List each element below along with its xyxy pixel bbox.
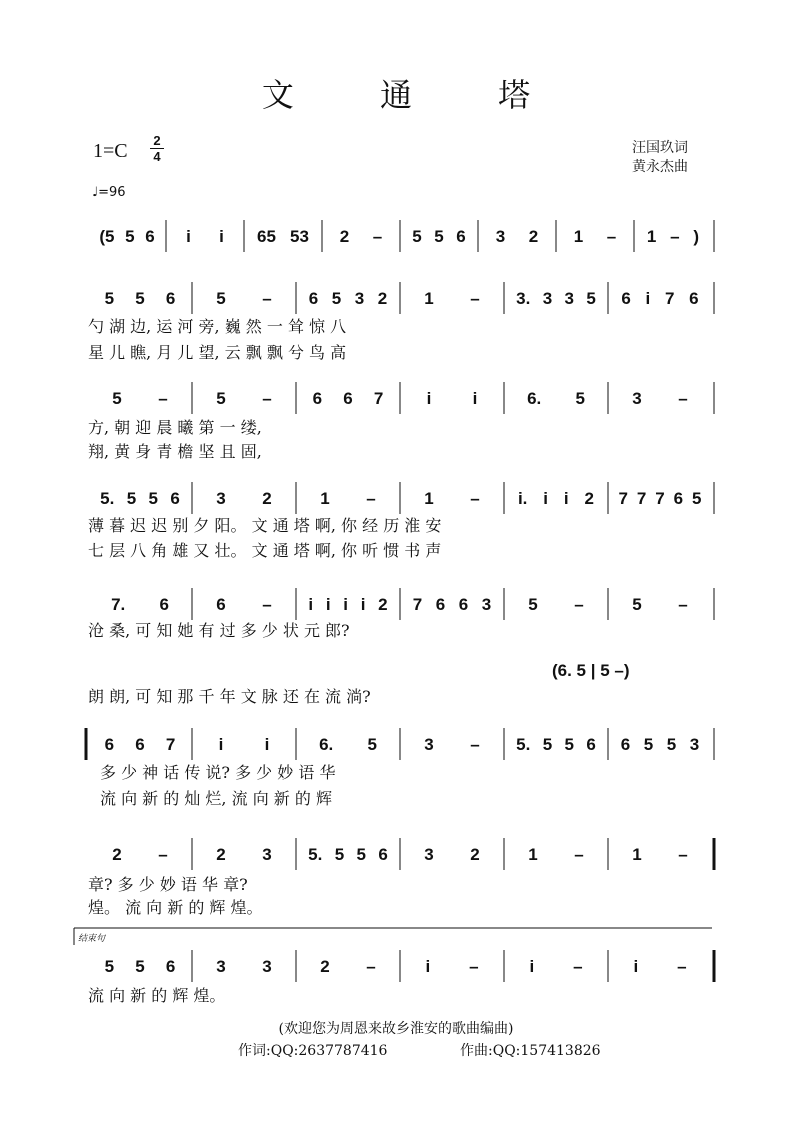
note: 6 <box>312 389 323 408</box>
note: 6 <box>586 735 596 754</box>
note: 5 <box>216 389 226 408</box>
note: 5 <box>643 735 654 754</box>
note: 7 <box>412 595 423 614</box>
note: i. <box>517 489 528 508</box>
note: i <box>325 595 331 614</box>
meter-top: 2 <box>153 133 161 148</box>
note: i <box>425 957 431 976</box>
lyric-line: 章? 多 少 妙 语 华 章? <box>88 875 248 894</box>
note: 1 <box>320 489 330 508</box>
note: 7. <box>111 595 126 614</box>
note: 3 <box>632 389 642 408</box>
note: i <box>218 735 224 754</box>
note: 3 <box>564 289 574 308</box>
note: 2 <box>339 227 350 246</box>
note: 6 <box>456 227 466 246</box>
note: 5 <box>112 389 122 408</box>
note: i <box>219 227 224 246</box>
note: 5 <box>135 957 145 976</box>
ending-label: 结束句 <box>78 934 106 944</box>
note: i <box>426 389 432 408</box>
lyric-line: 流 向 新 的 辉 煌。 <box>88 986 226 1005</box>
note: 6. <box>527 389 542 408</box>
note: 6 <box>159 595 169 614</box>
lyric-line: (6. 5 | 5 –) <box>552 661 630 680</box>
note: i <box>360 595 366 614</box>
note: 3 <box>216 957 226 976</box>
note: 6 <box>378 845 388 864</box>
note: i <box>529 957 535 976</box>
lyric-line: 七 层 八 角 雄 又 壮。 文 通 塔 啊, 你 听 惯 书 声 <box>88 541 442 560</box>
note: 3 <box>354 289 365 308</box>
note: 5. <box>100 489 115 508</box>
footer-note: (欢迎您为周恩来故乡淮安的歌曲编曲) <box>278 1021 514 1037</box>
note: 5 <box>528 595 538 614</box>
note: 5 <box>104 289 115 308</box>
note: 2 <box>112 845 122 864</box>
note: – <box>372 227 383 246</box>
note: – <box>366 957 376 976</box>
note: 2 <box>528 227 539 246</box>
note: 3 <box>495 227 506 246</box>
tempo-marking: ♩=96 <box>92 185 126 200</box>
note: 5 <box>126 489 137 508</box>
note: 7 <box>636 489 647 508</box>
note: 5 <box>632 595 642 614</box>
note: 1 <box>573 227 584 246</box>
lyric-credit: 作词:QQ:2637787416 <box>238 1043 388 1059</box>
note: 6 <box>165 289 176 308</box>
note: 5 <box>434 227 444 246</box>
note: 5 <box>367 735 377 754</box>
note: i <box>563 489 569 508</box>
lyric-line: 翔, 黄 身 青 檐 坚 且 固, <box>88 442 262 461</box>
music-credit: 作曲:QQ:157413826 <box>460 1043 601 1059</box>
note: 6 <box>165 957 176 976</box>
note: 2 <box>378 595 388 614</box>
note: 5 <box>586 289 596 308</box>
note: – <box>678 845 688 864</box>
note: 6 <box>458 595 469 614</box>
lyric-line: 煌。 流 向 新 的 辉 煌。 <box>88 898 263 917</box>
note: 5 <box>666 735 677 754</box>
note: – <box>573 957 583 976</box>
note: 6. <box>319 735 334 754</box>
note: – <box>470 289 480 308</box>
lyricist-credit: 汪国玖词 <box>632 140 688 156</box>
note: – <box>469 957 479 976</box>
note: 1 <box>528 845 538 864</box>
note: – <box>366 489 376 508</box>
note: 3 <box>262 845 272 864</box>
note: 5 <box>575 389 585 408</box>
note: 1 <box>632 845 642 864</box>
note: 7 <box>618 489 628 508</box>
note: – <box>470 489 480 508</box>
note: – <box>670 227 680 246</box>
note: 5 <box>125 227 135 246</box>
note: 3 <box>216 489 226 508</box>
note: 5 <box>216 289 226 308</box>
note: 1 <box>646 227 657 246</box>
note: 1 <box>424 289 434 308</box>
note: – <box>574 845 584 864</box>
note: i <box>633 957 639 976</box>
note: – <box>262 389 272 408</box>
note: 6 <box>673 489 684 508</box>
note: 5. <box>308 845 323 864</box>
note: 3 <box>424 735 434 754</box>
song-title: 文 通 塔 <box>261 76 569 114</box>
note: – <box>678 595 688 614</box>
note: 6 <box>216 595 226 614</box>
note: – <box>606 227 617 246</box>
note: 7 <box>655 489 665 508</box>
meter-bottom: 4 <box>153 149 161 164</box>
lyric-line: 方, 朝 迎 晨 曦 第 一 缕, <box>88 418 262 437</box>
note: 6 <box>435 595 446 614</box>
note: 6 <box>145 227 155 246</box>
note: – <box>574 595 584 614</box>
note: 3 <box>481 595 492 614</box>
note: 2 <box>470 845 480 864</box>
lyric-line: 薄 暮 迟 迟 别 夕 阳。 文 通 塔 啊, 你 经 历 淮 安 <box>88 516 442 535</box>
note: 6 <box>104 735 115 754</box>
note: 5. <box>516 735 531 754</box>
note: – <box>158 845 168 864</box>
note: 6 <box>170 489 180 508</box>
note: i <box>264 735 270 754</box>
note: 5 <box>104 957 115 976</box>
note: 5 <box>148 489 158 508</box>
lyric-line: 星 儿 瞧, 月 儿 望, 云 飘 飘 兮 鸟 高 <box>88 343 347 362</box>
note: ) <box>693 227 700 246</box>
note: i <box>645 289 651 308</box>
note: 6 <box>689 289 699 308</box>
lyric-line: 多 少 神 话 传 说? 多 少 妙 语 华 <box>100 763 336 782</box>
note: – <box>158 389 168 408</box>
note: 6 <box>620 735 631 754</box>
note: 5 <box>692 489 702 508</box>
note: 5 <box>356 845 366 864</box>
note: 3. <box>516 289 531 308</box>
note: 6 <box>135 735 145 754</box>
note: – <box>262 595 272 614</box>
note: 7 <box>165 735 176 754</box>
note: 2 <box>584 489 594 508</box>
note: – <box>678 389 688 408</box>
note: 5 <box>331 289 342 308</box>
note: 7 <box>664 289 675 308</box>
note: 6 <box>621 289 631 308</box>
note: 3 <box>424 845 434 864</box>
note: 6 <box>308 289 319 308</box>
note: 5 <box>564 735 574 754</box>
note: 2 <box>377 289 388 308</box>
note: 2 <box>262 489 272 508</box>
note: 3 <box>689 735 700 754</box>
note: – <box>262 289 272 308</box>
note: 7 <box>373 389 384 408</box>
lyric-line: 朗 朗, 可 知 那 千 年 文 脉 还 在 流 淌? <box>88 687 371 706</box>
lyric-line: 勺 湖 边, 运 河 旁, 巍 然 一 耸 惊 八 <box>88 317 347 336</box>
note: 6 <box>343 389 353 408</box>
composer-credit: 黄永杰曲 <box>632 159 688 175</box>
note: (5 <box>99 227 115 246</box>
key-signature: 1=C <box>93 140 128 162</box>
note: 53 <box>290 227 309 246</box>
note: 5 <box>542 735 553 754</box>
note: – <box>470 735 480 754</box>
note: 5 <box>334 845 345 864</box>
note: 2 <box>320 957 330 976</box>
note: 3 <box>542 289 553 308</box>
note: – <box>677 957 687 976</box>
lyric-line: 沧 桑, 可 知 她 有 过 多 少 状 元 郎? <box>88 621 350 640</box>
note: 2 <box>216 845 226 864</box>
note: 65 <box>257 227 276 246</box>
note: i <box>472 389 478 408</box>
note: i <box>308 595 314 614</box>
lyric-line: 流 向 新 的 灿 烂, 流 向 新 的 辉 <box>100 789 332 808</box>
note: i <box>186 227 191 246</box>
note: 5 <box>412 227 422 246</box>
note: 1 <box>424 489 434 508</box>
note: i <box>543 489 549 508</box>
note: 3 <box>262 957 272 976</box>
note: i <box>343 595 348 614</box>
note: 5 <box>135 289 145 308</box>
